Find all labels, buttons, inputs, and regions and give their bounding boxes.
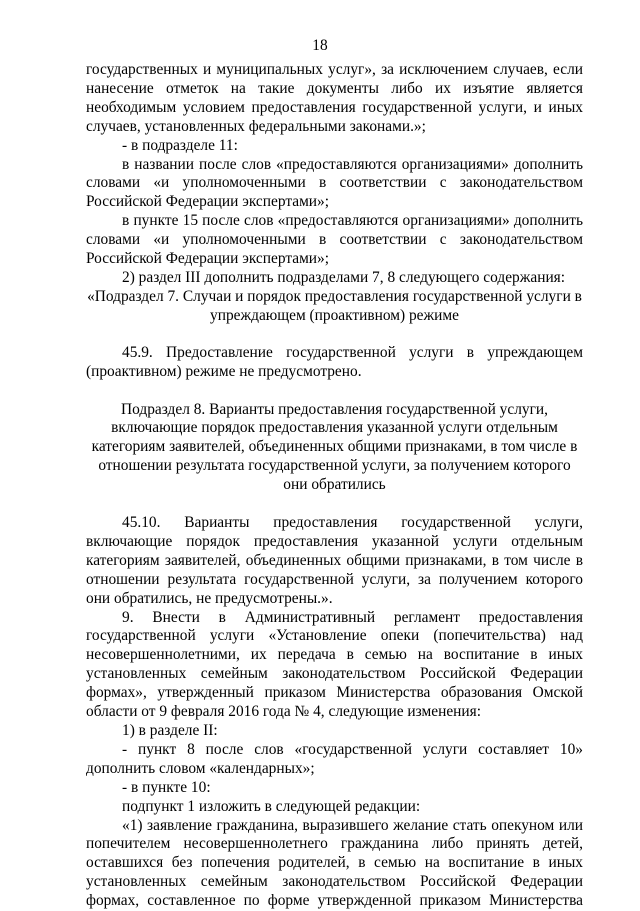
paragraph-application-text: «1) заявление гражданина, выразившего желание стать опекуном или попечителем несовершеннолетнего гражданина либо принять детей, оставшихся без попечения родителей, в семью на воспитание в иных установленных семейным законодательством Российской Федерации формах, составленное по форме утвержденной приказом Министерства [86,816,583,910]
page-number: 18 [312,37,328,54]
subsection-8-heading: Подраздел 8. Варианты предоставления государственной услуги, включающие порядок предоставления указанной услуги отдельным категориям заявителей, объединенных общими признаками, в том числе в отношении результата государственной услуги, за получением которого они обратились [91,400,578,494]
subsection-7-heading: «Подраздел 7. Случаи и порядок предоставления государственной услуги в упреждающем (проактивном) режиме [87,287,582,324]
paragraph-subsection-11: - в подразделе 11: [122,136,238,154]
spacer [86,326,583,344]
paragraph-continuation: государственных и муниципальных услуг», за исключением случаев, если нанесение отметок на такие документы либо их изъятие является необходимым условием предоставления государственной услуги, и иных случаев, установленных федеральными законами.»; [86,61,583,135]
paragraph-section-ii: 1) в разделе II: [122,722,218,739]
paragraph-item-8-amendment: - пункт 8 после слов «государственной услуги составляет 10» дополнить словом «календарных»; [86,740,583,777]
spacer [86,495,583,514]
paragraph-item-10: - в пункте 10: [122,778,211,796]
document-body [86,61,583,911]
paragraph-section-iii-addition: 2) раздел III дополнить подразделами 7, 8 следующего содержания: [122,268,566,286]
paragraph-subitem-1: подпункт 1 изложить в следующей редакции: [122,797,421,815]
paragraph-title-amendment: в названии после слов «предоставляются организациями» дополнить словами «и уполномоченными в соответствии с законодательством Российской Федерации экспертами»; [86,155,583,211]
paragraph-45-10: 45.10. Варианты предоставления государственной услуги, включающие порядок предоставления указанной услуги отдельным категориям заявителей, объединенных общими признаками, в том числе в отношении результата государственной услуги, за получением которого они обратились, не предусмотрены.». [86,514,583,607]
paragraph-item-9: 9. Внести в Административный регламент предоставления государственной услуги «Установление опеки (попечительства) над несовершеннолетними, их передача в семью на воспитание в иных установленных семейным законодательством Российской Федерации формах», утвержденный приказом Министерства образования Омской области от 9 февраля 2016 года № 4, следующие изменения: [86,608,583,721]
paragraph-45-9: 45.9. Предоставление государственной услуги в упреждающем (проактивном) режиме не предусмотрено. [86,343,583,380]
paragraph-item-15-amendment: в пункте 15 после слов «предоставляются организациями» дополнить словами «и уполномоченными в соответствии с законодательством Российской Федерации экспертами»; [86,212,583,268]
spacer [86,382,583,401]
